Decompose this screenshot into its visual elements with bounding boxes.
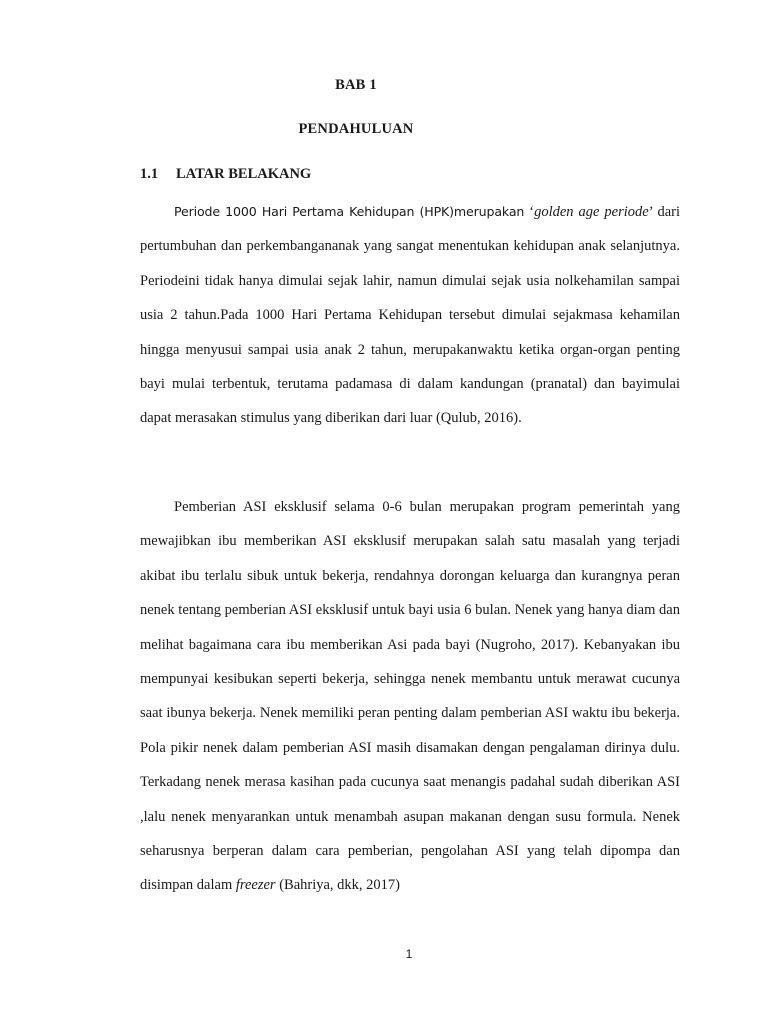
paragraph-1-lead: Periode 1000 Hari Pertama Kehidupan (HPK)merupakan: [174, 204, 525, 219]
quote-close: ’: [648, 204, 653, 220]
quote-open: ‘: [524, 204, 535, 220]
paragraph-2: [140, 490, 680, 903]
section-number: 1.1: [140, 166, 159, 182]
golden-age-term: golden age periode: [534, 204, 649, 220]
freezer-term: freezer: [235, 877, 276, 894]
paragraph-1: [140, 195, 680, 436]
paragraph-1-body: dari pertumbuhan dan perkembangananak yang sangat menentukan kehidupan anak selanjutnya. Periodeini tidak hanya dimulai sejak lahir, namun dimulai sejak usia nolkehamilan sampai usia 2 tahun.Pada 1000 Hari Pertama Kehidupan tersebut dimulai sejakmasa kehamilan hingga menyusui sampai usia anak 2 tahun, merupakanwaktu ketika organ-organ penting bayi mulai terbentuk, terutama padamasa di dalam kandungan (pranatal) dan bayimulai dapat merasakan stimulus yang diberikan dari luar (Qulub, 2016).: [140, 204, 681, 427]
paragraph-2-body: Pemberian ASI eksklusif selama 0-6 bulan merupakan program pemerintah yang mewajibkan ibu memberikan ASI eksklusif merupakan salah satu masalah yang terjadi akibat ibu terlalu sibuk untuk bekerja, rendahnya dorongan keluarga dan kurangnya peran nenek tentang pemberian ASI eksklusif untuk bayi usia 6 bulan. Nenek yang hanya diam dan melihat bagaimana cara ibu memberikan Asi pada bayi (Nugroho, 2017). Kebanyakan ibu mempunyai kesibukan seperti bekerja, sehingga nenek membantu untuk merawat cucunya saat ibunya bekerja. Nenek memiliki peran penting dalam pemberian ASI waktu ibu bekerja. Pola pikir nenek dalam pemberian ASI masih disamakan dengan pengalaman dirinya dulu. Terkadang nenek merasa kasihan pada cucunya saat menangis padahal sudah diberikan ASI ,lalu nenek menyarankan untuk menambah asupan makanan dengan susu formula. Nenek seharusnya berperan dalam cara pemberian, pengolahan ASI yang telah dipompa dan disimpan dalam: [140, 499, 680, 894]
page-number: 1: [405, 947, 413, 961]
section-heading: [140, 166, 311, 183]
chapter-heading: BAB 1: [335, 77, 377, 93]
paragraph-2-citation: (Bahriya, dkk, 2017): [275, 877, 401, 894]
chapter-title: PENDAHULUAN: [298, 121, 414, 137]
section-title: LATAR BELAKANG: [176, 166, 312, 182]
